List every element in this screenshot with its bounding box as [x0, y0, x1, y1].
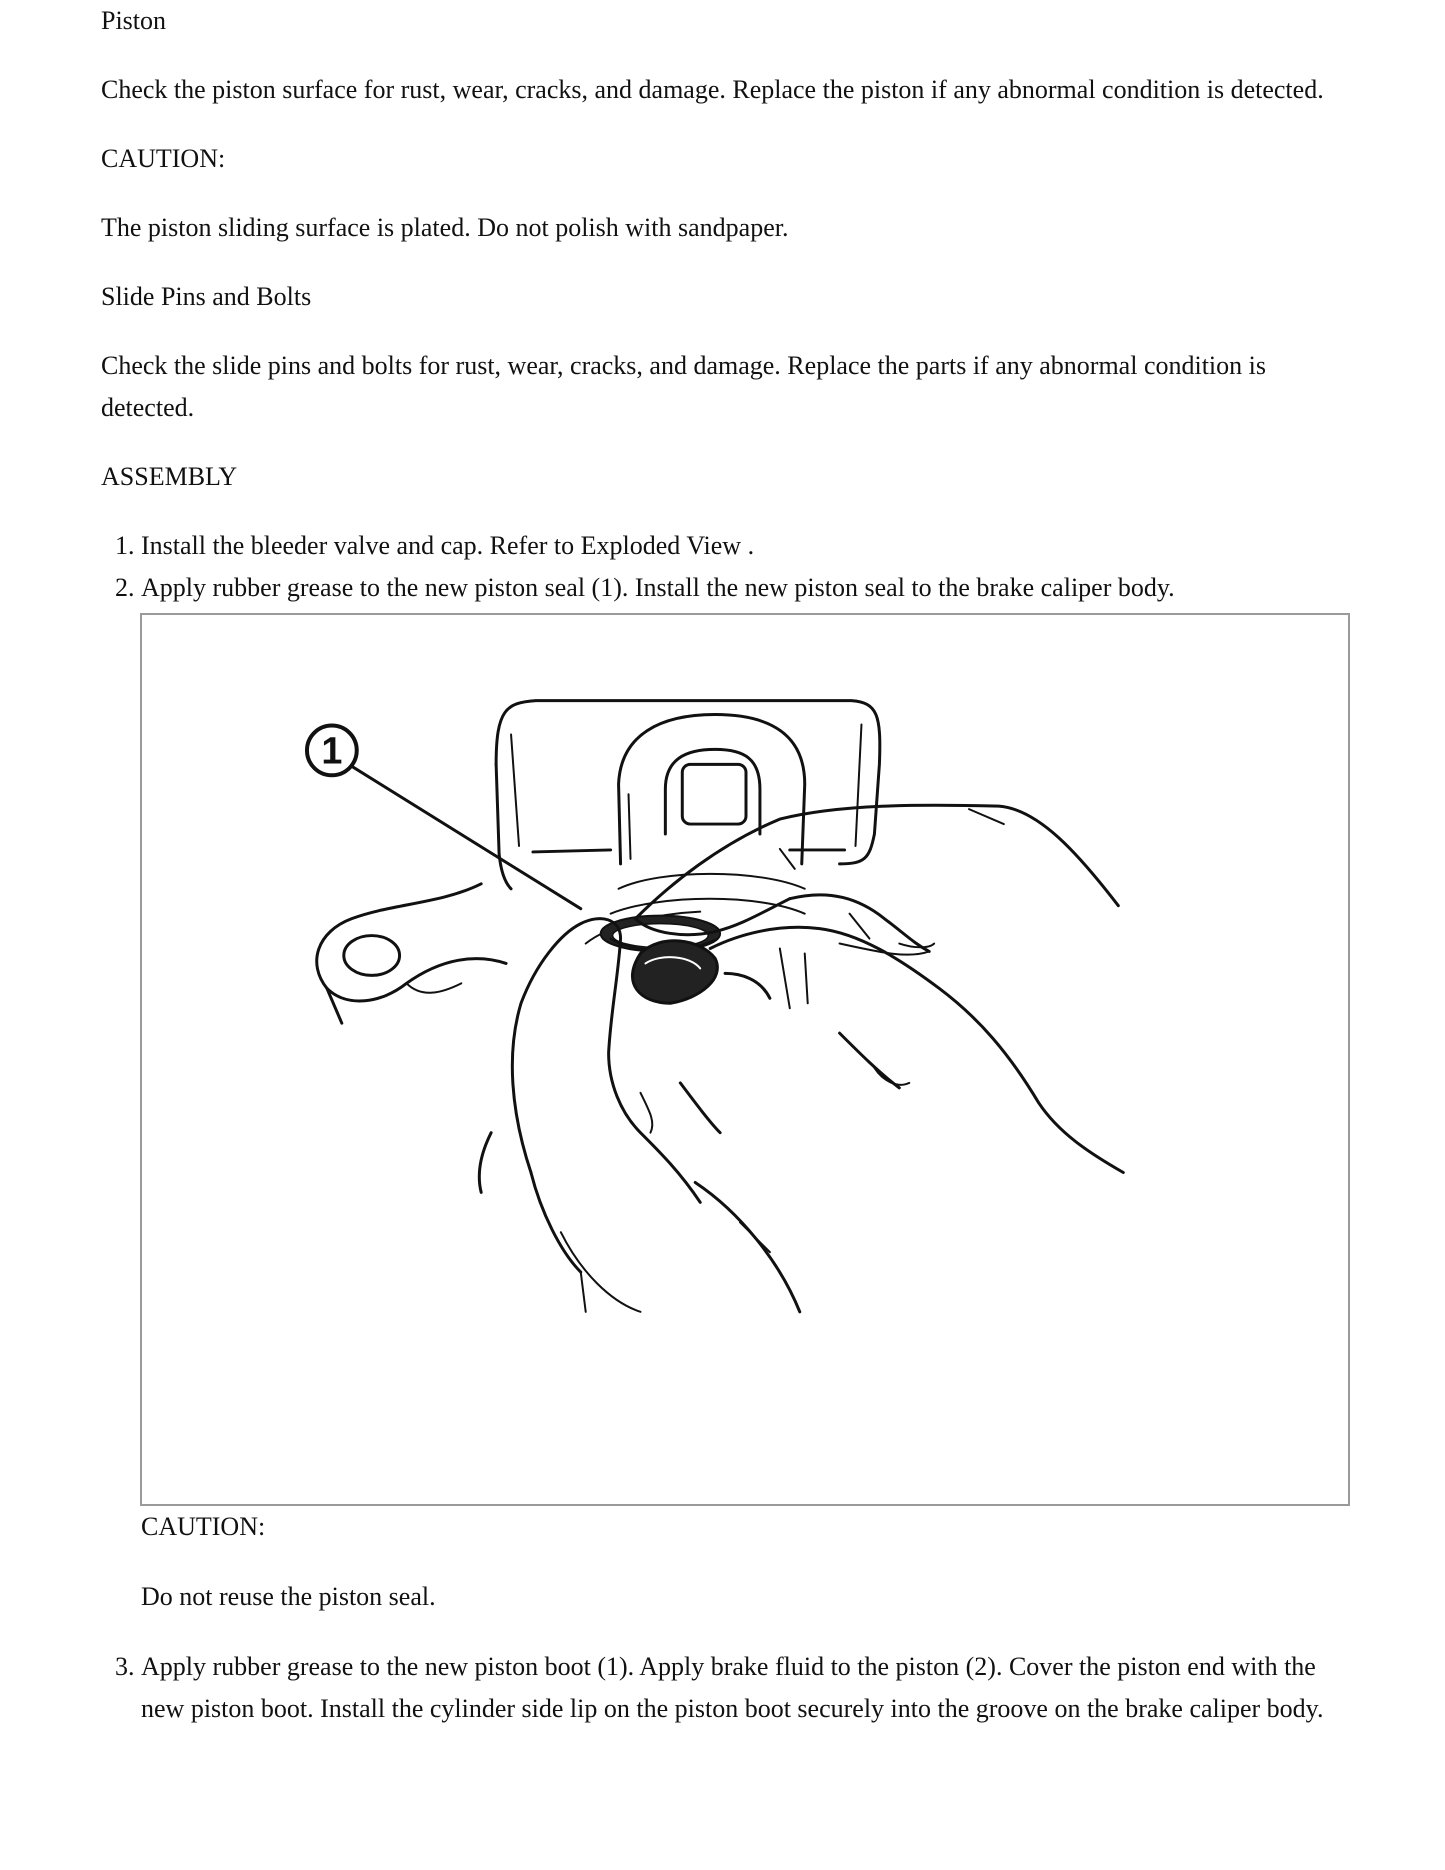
figure-callout: 1 — [321, 730, 343, 773]
document-page — [101, 0, 1341, 1730]
piston-text: Check the piston surface for rust, wear, cracks, and damage. Replace the piston if any abnormal condition is detected. — [101, 75, 1324, 104]
caution-label: CAUTION: — [101, 144, 226, 173]
assembly-heading: ASSEMBLY — [101, 462, 238, 491]
slide-pins-heading: Slide Pins and Bolts — [101, 282, 312, 311]
step-text: Install the bleeder valve and cap. Refer to Exploded View . — [141, 531, 755, 560]
figure-frame — [140, 613, 1350, 1506]
step-text: Apply rubber grease to the new piston seal (1). Install the new piston seal to the brake caliper body. — [141, 573, 1175, 602]
piston-heading: Piston — [101, 6, 167, 35]
step-caution-label: CAUTION: — [141, 1512, 266, 1541]
caution-text: The piston sliding surface is plated. Do not polish with sandpaper. — [101, 213, 789, 242]
assembly-steps — [101, 525, 1341, 1730]
step-item — [141, 1646, 1341, 1730]
step-caution-text: Do not reuse the piston seal. — [141, 1582, 436, 1611]
step-item — [141, 567, 1341, 1618]
step-item — [141, 525, 1341, 567]
step-text: Apply rubber grease to the new piston boot (1). Apply brake fluid to the piston (2). Cover the piston end with the new piston boot. Install the cylinder side lip on the piston boot securely into the groove on the brake caliper body. — [141, 1652, 1324, 1723]
slide-pins-text: Check the slide pins and bolts for rust, wear, cracks, and damage. Replace the parts if any abnormal condition is detected. — [101, 351, 1266, 422]
caliper-piston-seal-illustration — [142, 615, 1348, 1504]
